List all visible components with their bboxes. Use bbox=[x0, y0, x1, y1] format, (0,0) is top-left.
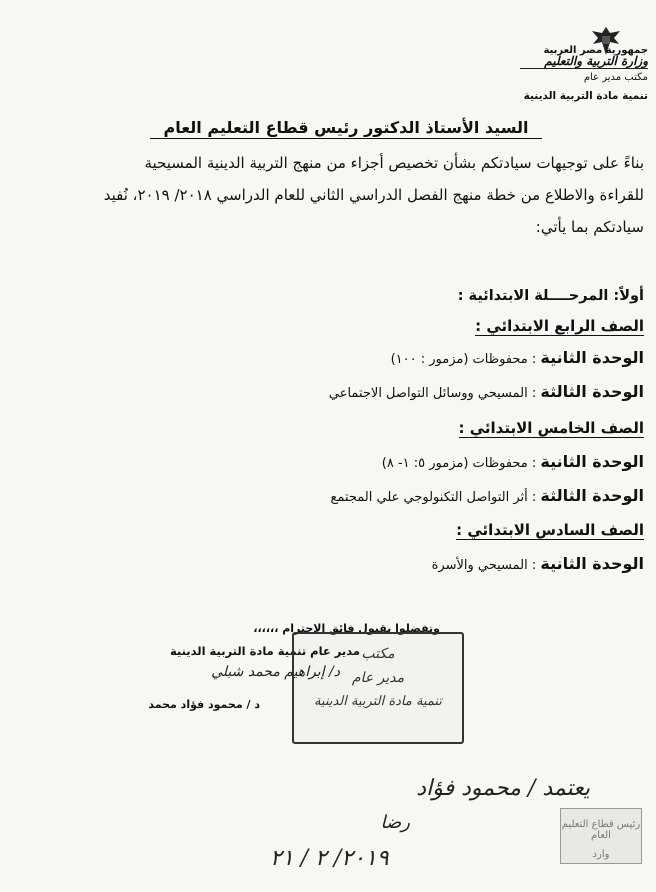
unit-name: الوحدة الثالثة bbox=[540, 382, 644, 401]
addressee-title: السيد الأستاذ الدكتور رئيس قطاع التعليم العام bbox=[150, 118, 542, 139]
handwritten-initial: رضا bbox=[380, 812, 410, 833]
ministry-name: وزارة التربية والتعليم bbox=[520, 54, 648, 69]
stamp-line: وارد bbox=[592, 849, 610, 860]
grade-heading bbox=[300, 418, 644, 437]
office-name: مكتب مدير عام bbox=[583, 72, 648, 83]
grade-label: الصف الرابع الابتدائي : bbox=[475, 317, 644, 335]
body-line-2: للقراءة والاطلاع من خطة منهج الفصل الدراسي الثاني للعام الدراسي ٢٠١٨/ ٢٠١٩، نُفيد bbox=[103, 186, 644, 204]
grade-heading bbox=[300, 316, 644, 335]
unit-row bbox=[200, 382, 644, 401]
stamp-line: مكتب bbox=[361, 646, 395, 662]
unit-content: : أثر التواصل التكنولوجي علي المجتمع bbox=[330, 490, 537, 505]
handwritten-note: يعتمد / محمود فؤاد bbox=[416, 776, 590, 801]
unit-name: الوحدة الثانية bbox=[540, 348, 644, 367]
grade-heading bbox=[300, 520, 644, 539]
unit-name: الوحدة الثالثة bbox=[540, 486, 644, 505]
unit-name: الوحدة الثانية bbox=[540, 554, 644, 573]
grade-label: الصف الخامس الابتدائي : bbox=[458, 419, 644, 437]
signer-title: مدير عام تنمية مادة التربية الدينية bbox=[169, 644, 360, 658]
unit-content: : محفوظات (مزمور ٥: ١- ٨) bbox=[381, 456, 537, 471]
unit-content: : محفوظات (مزمور : ١٠٠) bbox=[390, 352, 537, 367]
signer-name: د / محمود فؤاد محمد bbox=[148, 698, 260, 711]
unit-row bbox=[200, 554, 644, 573]
stamp-line: رئيس قطاع التعليم العام bbox=[561, 819, 641, 841]
grade-label: الصف السادس الابتدائي : bbox=[456, 521, 644, 539]
body-line-3: سيادتكم بما يأتي: bbox=[535, 218, 644, 236]
office-stamp bbox=[292, 632, 464, 744]
closing-regards: وتفضلوا بقبول فائق الاحترام ،،،،،، bbox=[253, 622, 440, 635]
unit-name: الوحدة الثانية bbox=[540, 452, 644, 471]
unit-content: : المسيحي والأسرة bbox=[431, 558, 537, 573]
handwritten-date: ٢٠١٩/ ٢ / ٢١ bbox=[270, 846, 389, 871]
signature: د/ إبراهيم محمد شبلي bbox=[211, 664, 340, 680]
unit-row bbox=[200, 348, 644, 367]
unit-row bbox=[200, 452, 644, 471]
unit-row bbox=[200, 486, 644, 505]
section-heading: أولاً: المرحــــلة الابتدائية : bbox=[457, 288, 644, 304]
stamp-line: مدير عام bbox=[351, 670, 405, 686]
department-name: تنمية مادة التربية الدينية bbox=[523, 90, 648, 102]
body-line-1: بناءً على توجيهات سيادتكم بشأن تخصيص أجزاء من منهج التربية الدينية المسيحية bbox=[144, 154, 644, 172]
country-name: جمهورية مصر العربية bbox=[543, 45, 648, 56]
unit-content: : المسيحي ووسائل التواصل الاجتماعي bbox=[328, 386, 537, 401]
incoming-stamp bbox=[560, 808, 642, 864]
stamp-line: تنمية مادة التربية الدينية bbox=[314, 694, 442, 709]
